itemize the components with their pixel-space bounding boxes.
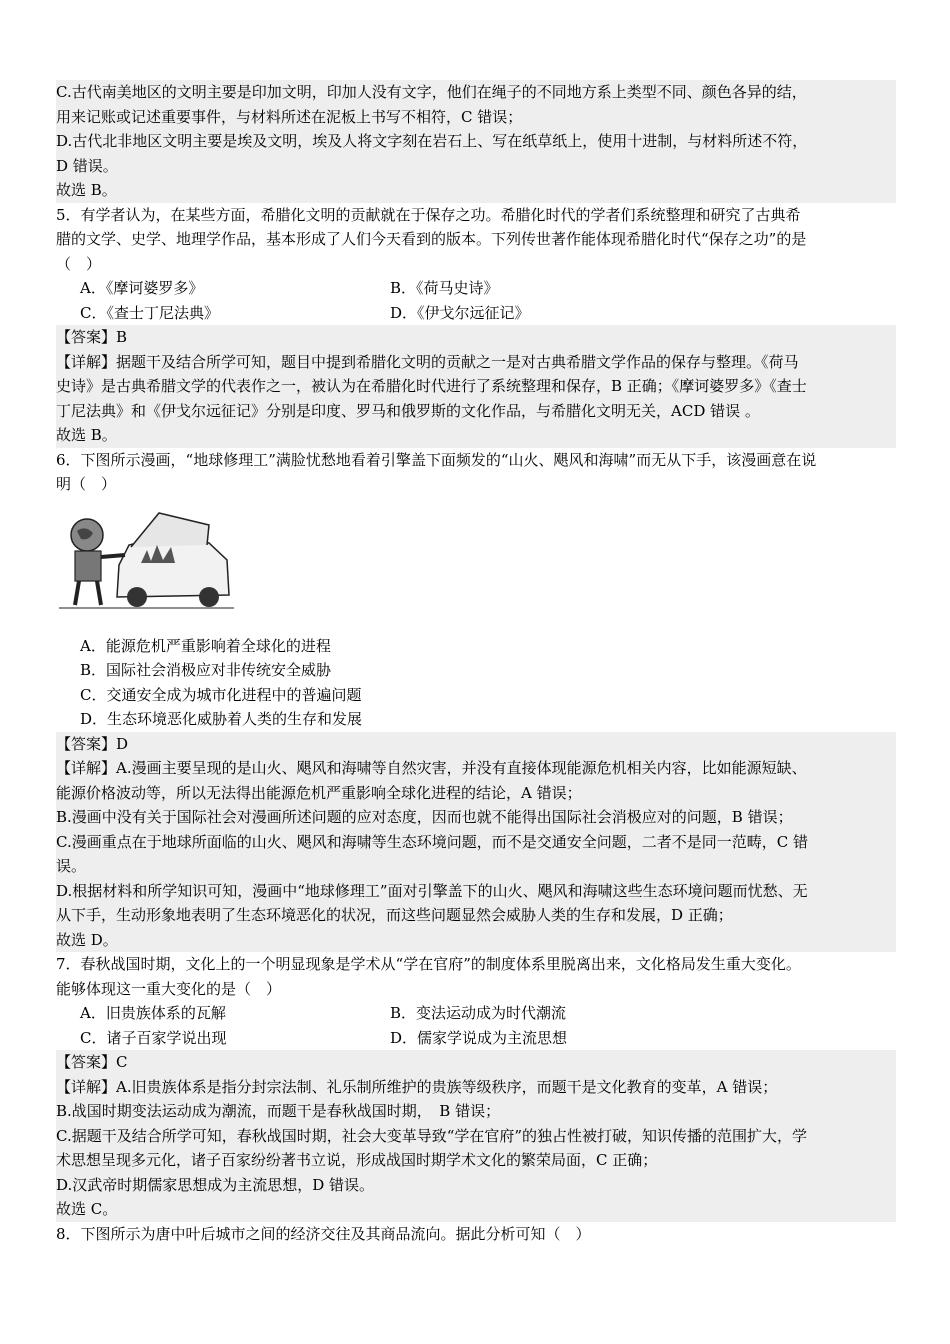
option-item: D．《伊戈尔远征记》	[390, 303, 530, 322]
options-row	[56, 1026, 896, 1051]
options-grid	[56, 276, 896, 325]
option-item: A．《摩诃婆罗多》	[80, 279, 204, 297]
text-line: 【详解】据题干及结合所学可知，题目中提到希腊化文明的贡献之一是对古典希腊文学作品的保存与整理。《荷马	[56, 352, 799, 371]
answer-block	[56, 80, 896, 203]
text-line: 【答案】B	[56, 328, 128, 346]
options-row	[56, 301, 896, 326]
text-line: C.古代南美地区的文明主要是印加文明，印加人没有文字，他们在绳子的不同地方系上类型不同、颜色各异的结，	[56, 83, 807, 101]
text-line: 丁尼法典》和《伊戈尔远征记》分别是印度、罗马和俄罗斯的文化作品，与希腊化文明无关，ACD 错误 。	[56, 401, 760, 420]
options-grid	[56, 1001, 896, 1050]
option-item: B．国际社会消极应对非传统安全威胁	[80, 661, 332, 679]
text-line: 【详解】A.漫画主要呈现的是山火、飓风和海啸等自然灾害，并没有直接体现能源危机相关内容，比如能源短缺、	[56, 759, 807, 777]
text-line: C.漫画重点在于地球所面临的山火、飓风和海啸等生态环境问题，而不是交通安全问题，二者不是同一范畴，C 错	[56, 832, 808, 851]
answer-block	[56, 732, 896, 953]
text-line: 用来记账或记述重要事件，与材料所述在泥板上书写不相符，C 错误；	[56, 107, 523, 126]
text-line: 故选 D。	[56, 930, 118, 949]
option-item: C．交通安全成为城市化进程中的普遍问题	[80, 685, 362, 704]
text-line: D.汉武帝时期儒家思想成为主流思想，D 错误。	[56, 1175, 375, 1194]
text-line: 故选 B。	[56, 181, 117, 199]
document-page	[56, 80, 896, 1246]
text-line: 能够体现这一重大变化的是（ ）	[56, 979, 282, 998]
text-line: 腊的文学、史学、地理学作品，基本形成了人们今天看到的版本。下列传世著作能体现希腊化时代“保存之功”的是	[56, 230, 807, 248]
text-line: 术思想呈现多元化，诸子百家纷纷著书立说，形成战国时期学术文化的繁荣局面，C 正确；	[56, 1151, 658, 1169]
text-line: 故选 C。	[56, 1200, 118, 1218]
option-item: B．变法运动成为时代潮流	[390, 1004, 567, 1022]
text-line: 5．有学者认为，在某些方面，希腊化文明的贡献就在于保存之功。希腊化时代的学者们系统整理和研究了古典希	[56, 205, 801, 224]
text-line: 史诗》是古典希腊文学的代表作之一，被认为在希腊化时代进行了系统整理和保存，B 正确；《摩诃婆罗多》《查士	[56, 377, 807, 395]
question-block	[56, 952, 896, 1001]
options-list	[56, 634, 896, 732]
text-line: 误。	[56, 857, 87, 875]
options-row	[56, 276, 896, 301]
option-item: C．《查士丁尼法典》	[80, 303, 219, 322]
earth-repairman-cartoon	[59, 505, 234, 615]
text-line: 从下手，生动形象地表明了生态环境恶化的状况，而这些问题显然会威胁人类的生存和发展，D 正确；	[56, 906, 733, 924]
question-block	[56, 448, 896, 497]
option-item: C．诸子百家学说出现	[80, 1028, 227, 1047]
text-line: D.古代北非地区文明主要是埃及文明，埃及人将文字刻在岩石上、写在纸草纸上，使用十进制，与材料所述不符，	[56, 132, 808, 150]
answer-block	[56, 1050, 896, 1222]
cartoon-figure	[56, 502, 896, 622]
text-line: 6．下图所示漫画，“地球修理工”满脸忧愁地看着引擎盖下面频发的“山火、飓风和海啸”而无从下手，该漫画意在说	[56, 450, 817, 469]
option-item: A．能源危机严重影响着全球化的进程	[80, 636, 331, 655]
text-line: 明（ ）	[56, 475, 117, 493]
answer-block	[56, 325, 896, 448]
text-line: （ ）	[56, 254, 102, 273]
text-line: D.根据材料和所学知识可知，漫画中“地球修理工”面对引擎盖下的山火、飓风和海啸这些生态环境问题而忧愁、无	[56, 881, 808, 900]
text-line: 【答案】D	[56, 734, 129, 753]
option-item: B．《荷马史诗》	[390, 279, 499, 297]
text-line: 7．春秋战国时期，文化上的一个明显现象是学术从“学在官府”的制度体系里脱离出来，文化格局发生重大变化。	[56, 955, 801, 973]
text-line: 【答案】C	[56, 1053, 128, 1071]
text-line: D 错误。	[56, 156, 118, 175]
text-line: 故选 B。	[56, 426, 117, 444]
text-line: B.漫画中没有关于国际社会对漫画所述问题的应对态度，因而也就不能得出国际社会消极应对的问题，B 错误；	[56, 808, 793, 826]
text-line: B.战国时期变法运动成为潮流，而题干是春秋战国时期， B 错误；	[56, 1102, 501, 1120]
options-row	[56, 1001, 896, 1026]
text-line: 能源价格波动等，所以无法得出能源危机严重影响全球化进程的结论，A 错误；	[56, 783, 582, 802]
text-line: 【详解】A.旧贵族体系是指分封宗法制、礼乐制所维护的贵族等级秩序，而题干是文化教育的变革，A 错误；	[56, 1077, 778, 1096]
text-line: 8．下图所示为唐中叶后城市之间的经济交往及其商品流向。据此分析可知（ ）	[56, 1224, 591, 1243]
option-item: D．生态环境恶化威胁着人类的生存和发展	[80, 710, 363, 728]
text-line: C.据题干及结合所学可知，春秋战国时期，社会大变革导致“学在官府”的独占性被打破，知识传播的范围扩大，学	[56, 1126, 808, 1145]
question-block	[56, 1222, 896, 1247]
option-item: A．旧贵族体系的瓦解	[80, 1004, 226, 1022]
option-item: D．儒家学说成为主流思想	[390, 1028, 568, 1047]
question-block	[56, 203, 896, 277]
